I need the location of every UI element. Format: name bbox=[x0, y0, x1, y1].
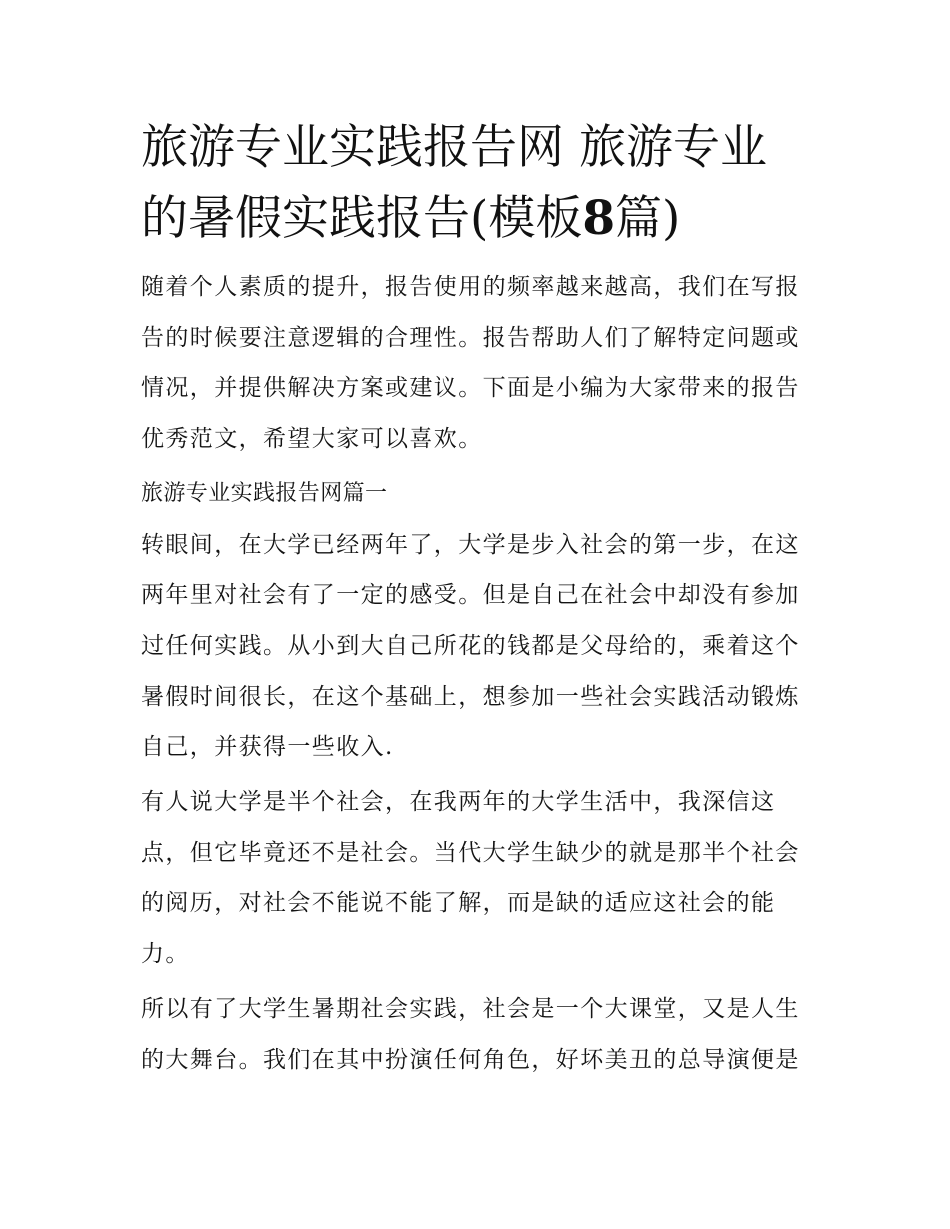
intro-paragraph: 随着个人素质的提升，报告使用的频率越来越高，我们在写报告的时候要注意逻辑的合理性。报告帮助人们了解特定问题或情况，并提供解决方案或建议。下面是小编为大家带来的报告优秀范文，希望大家可以喜欢。 bbox=[141, 274, 800, 453]
document-content bbox=[141, 112, 813, 1085]
title-main-text: 旅游专业实践报告网 旅游专业的暑假实践报告(模板 bbox=[141, 120, 767, 246]
document-body bbox=[141, 262, 813, 1085]
title-end-text: 篇) bbox=[615, 191, 681, 246]
document-title bbox=[141, 112, 813, 254]
body-paragraph-2: 有人说大学是半个社会，在我两年的大学生活中，我深信这点，但它毕竟还不是社会。当代大学生缺少的就是那半个社会的阅历，对社会不能说不能了解，而是缺的适应这社会的能力。 bbox=[141, 789, 800, 968]
section-heading: 旅游专业实践报告网篇一 bbox=[141, 480, 388, 506]
title-number: 8 bbox=[582, 191, 616, 246]
body-paragraph-1: 转眼间，在大学已经两年了，大学是步入社会的第一步，在这两年里对社会有了一定的感受。但是自己在社会中却没有参加过任何实践。从小到大自己所花的钱都是父母给的，乘着这个暑假时间很长，在这个基础上，想参加一些社会实践活动锻炼自己，并获得一些收入. bbox=[141, 531, 800, 761]
body-paragraph-3: 所以有了大学生暑期社会实践，社会是一个大课堂，又是人生的大舞台。我们在其中扮演任何角色，好坏美丑的总导演便是 bbox=[141, 995, 800, 1073]
